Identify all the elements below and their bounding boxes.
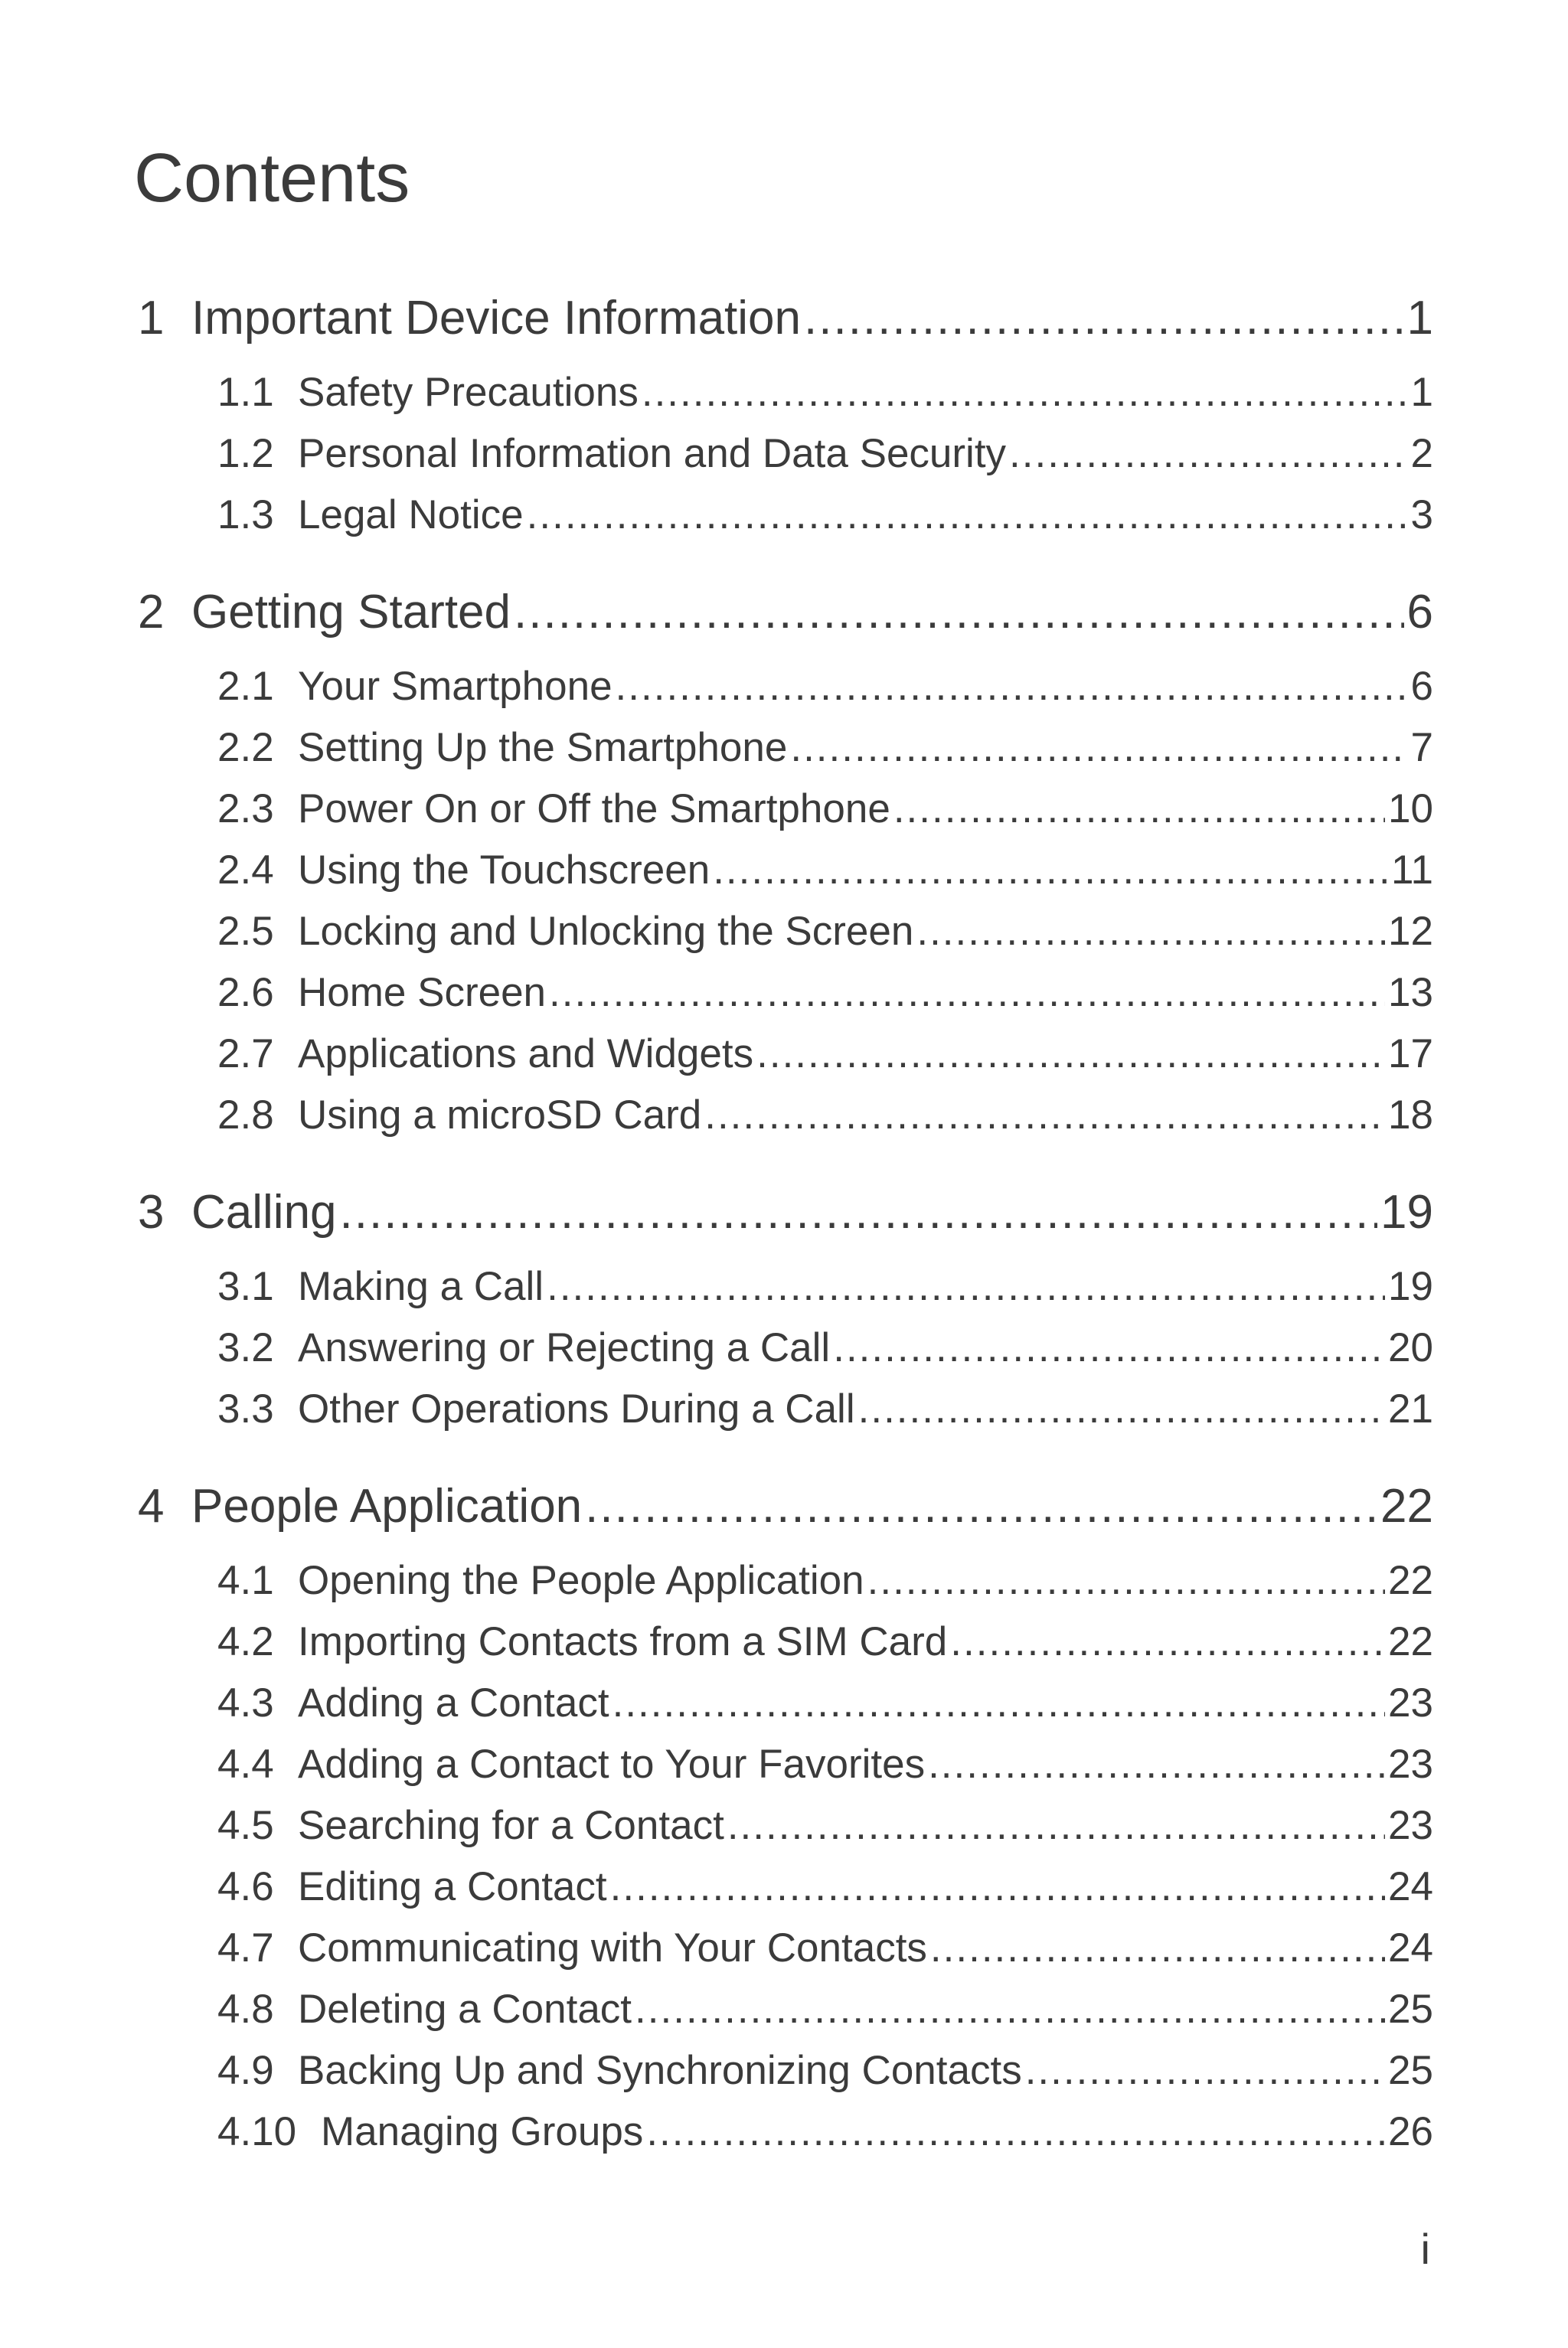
toc-entry-number: 4.3: [217, 1680, 274, 1726]
toc-section-4-6[interactable]: [217, 1863, 1433, 1910]
dot-leader: [790, 724, 1407, 771]
toc-entry-page: 2: [1410, 431, 1433, 476]
toc-entry-number: 2.5: [217, 909, 274, 954]
toc-entry-number: 3: [138, 1186, 165, 1239]
toc-entry-number: 4.5: [217, 1803, 274, 1848]
toc-entry-label: Searching for a Contact: [298, 1803, 724, 1848]
toc-section-4-4[interactable]: [217, 1741, 1433, 1788]
dot-leader: [1009, 430, 1407, 477]
dot-leader: [514, 585, 1403, 639]
toc-entry-page: 19: [1380, 1186, 1433, 1239]
toc-entry-number: 4: [138, 1480, 165, 1533]
toc-entry-page: 25: [1388, 2048, 1433, 2093]
dot-leader: [547, 1263, 1385, 1310]
toc-entry-page: 19: [1388, 1264, 1433, 1309]
toc-entry-label: Power On or Off the Smartphone: [298, 786, 890, 831]
toc-section-2-4[interactable]: [217, 847, 1433, 893]
toc-entry-page: 24: [1388, 1864, 1433, 1909]
toc-entry-label: Using the Touchscreen: [298, 847, 710, 893]
toc-chapter-3[interactable]: [138, 1185, 1433, 1239]
toc-section-4-7[interactable]: [217, 1925, 1433, 1971]
dot-leader: [527, 491, 1408, 538]
toc-section-1-3[interactable]: [217, 491, 1433, 538]
toc-entry-label: Legal Notice: [298, 492, 524, 537]
toc-entry-number: 2.1: [217, 664, 274, 709]
toc-entry-page: 10: [1388, 786, 1433, 831]
toc-section-4-1[interactable]: [217, 1557, 1433, 1604]
dot-leader: [340, 1185, 1377, 1239]
dot-leader: [756, 1030, 1385, 1077]
toc-entry-label: Locking and Unlocking the Screen: [298, 909, 914, 954]
dot-leader: [713, 847, 1388, 893]
toc-entry-label: Your Smartphone: [298, 664, 612, 709]
toc-entry-number: 2.8: [217, 1092, 274, 1138]
toc-entry-number: 4.7: [217, 1925, 274, 1971]
dot-leader: [635, 1986, 1385, 2033]
toc-entry-label: Safety Precautions: [298, 370, 639, 415]
dot-leader: [646, 2108, 1385, 2155]
toc-entry-label: Communicating with Your Contacts: [298, 1925, 927, 1971]
dot-leader: [867, 1557, 1385, 1604]
dot-leader: [930, 1925, 1385, 1971]
toc-entry-page: 24: [1388, 1925, 1433, 1971]
toc-section-3-3[interactable]: [217, 1386, 1433, 1432]
toc-entry-number: 4.8: [217, 1987, 274, 2032]
dot-leader: [704, 1092, 1385, 1138]
toc-entry-label: Answering or Rejecting a Call: [298, 1325, 831, 1370]
dot-leader: [642, 369, 1408, 416]
toc-entry-label: Calling: [191, 1186, 337, 1239]
toc-entry-page: 11: [1390, 847, 1433, 893]
toc-entry-label: Importing Contacts from a SIM Card: [298, 1619, 948, 1664]
toc-entry-label: Backing Up and Synchronizing Contacts: [298, 2048, 1022, 2093]
toc-section-2-8[interactable]: [217, 1092, 1433, 1138]
toc-entry-label: Applications and Widgets: [298, 1031, 754, 1076]
toc-entry-page: 1: [1410, 370, 1433, 415]
toc-entry-number: 4.4: [217, 1742, 274, 1787]
toc-entry-number: 4.6: [217, 1864, 274, 1909]
toc-entry-label: Other Operations During a Call: [298, 1386, 855, 1432]
toc-entry-number: 1: [138, 292, 165, 345]
page-number: i: [1420, 2225, 1430, 2273]
toc-section-1-1[interactable]: [217, 369, 1433, 416]
toc-entry-page: 3: [1410, 492, 1433, 537]
dot-leader: [833, 1324, 1385, 1371]
toc-entry-page: 6: [1406, 586, 1433, 638]
toc-entry-page: 23: [1388, 1803, 1433, 1848]
toc-entry-page: 13: [1388, 970, 1433, 1015]
toc-entry-label: Using a microSD Card: [298, 1092, 702, 1138]
toc-section-1-2[interactable]: [217, 430, 1433, 477]
toc-chapter-1[interactable]: [138, 291, 1433, 345]
toc-chapter-2[interactable]: [138, 585, 1433, 639]
toc-entry-number: 2: [138, 586, 165, 638]
dot-leader: [928, 1741, 1385, 1788]
toc-entry-number: 3.2: [217, 1325, 274, 1370]
toc-entry-label: Getting Started: [191, 586, 511, 638]
toc-entry-number: 2.2: [217, 725, 274, 770]
toc-entry-page: 20: [1388, 1325, 1433, 1370]
toc-entry-number: 4.2: [217, 1619, 274, 1664]
toc-chapter-4[interactable]: [138, 1479, 1433, 1533]
toc-entry-page: 22: [1388, 1619, 1433, 1664]
toc-section-2-3[interactable]: [217, 785, 1433, 832]
dot-leader: [612, 1680, 1385, 1726]
toc-entry-label: Making a Call: [298, 1264, 544, 1309]
toc-entry-page: 23: [1388, 1742, 1433, 1787]
dot-leader: [549, 969, 1385, 1016]
page-title: Contents: [134, 140, 410, 217]
dot-leader: [1025, 2047, 1385, 2094]
toc-entry-page: 22: [1388, 1558, 1433, 1603]
dot-leader: [950, 1618, 1385, 1665]
toc-section-2-5[interactable]: [217, 908, 1433, 955]
toc-entry-label: Home Screen: [298, 970, 547, 1015]
toc-entry-number: 4.10: [217, 2109, 297, 2154]
toc-section-2-1[interactable]: [217, 663, 1433, 710]
toc-entry-page: 7: [1410, 725, 1433, 770]
toc-entry-label: Important Device Information: [191, 292, 802, 345]
toc-entry-label: People Application: [191, 1480, 583, 1533]
toc-entry-label: Editing a Contact: [298, 1864, 607, 1909]
toc-entry-label: Deleting a Contact: [298, 1987, 632, 2032]
toc-section-4-3[interactable]: [217, 1680, 1433, 1726]
toc-section-2-2[interactable]: [217, 724, 1433, 771]
dot-leader: [804, 291, 1404, 345]
toc-entry-page: 22: [1380, 1480, 1433, 1533]
toc-entry-number: 3.3: [217, 1386, 274, 1432]
toc-entry-number: 1.2: [217, 431, 274, 476]
dot-leader: [916, 908, 1385, 955]
toc-entry-page: 12: [1388, 909, 1433, 954]
toc-entry-number: 2.3: [217, 786, 274, 831]
toc-entry-page: 21: [1388, 1386, 1433, 1432]
toc-section-4-10[interactable]: [217, 2108, 1433, 2155]
dot-leader: [858, 1386, 1385, 1432]
toc-entry-number: 4.1: [217, 1558, 274, 1603]
toc-section-2-7[interactable]: [217, 1030, 1433, 1077]
toc-entry-label: Personal Information and Data Security: [298, 431, 1007, 476]
toc-section-4-2[interactable]: [217, 1618, 1433, 1665]
dot-leader: [610, 1863, 1385, 1910]
toc-entry-page: 1: [1406, 292, 1433, 345]
toc-entry-number: 1.1: [217, 370, 274, 415]
toc-section-2-6[interactable]: [217, 969, 1433, 1016]
toc-entry-page: 17: [1388, 1031, 1433, 1076]
dot-leader: [616, 663, 1408, 710]
dot-leader: [727, 1802, 1385, 1849]
toc-entry-page: 23: [1388, 1680, 1433, 1726]
toc-entry-number: 2.6: [217, 970, 274, 1015]
toc-section-4-8[interactable]: [217, 1986, 1433, 2033]
toc-entry-number: 4.9: [217, 2048, 274, 2093]
toc-entry-page: 26: [1388, 2109, 1433, 2154]
toc-entry-label: Setting Up the Smartphone: [298, 725, 788, 770]
toc-entry-label: Managing Groups: [321, 2109, 644, 2154]
toc-entry-number: 2.4: [217, 847, 274, 893]
toc-entry-page: 6: [1410, 664, 1433, 709]
toc-section-3-1[interactable]: [217, 1263, 1433, 1310]
dot-leader: [893, 785, 1385, 832]
toc-entry-number: 2.7: [217, 1031, 274, 1076]
toc-entry-page: 25: [1388, 1987, 1433, 2032]
toc-section-3-2[interactable]: [217, 1324, 1433, 1371]
dot-leader: [585, 1479, 1377, 1533]
toc-entry-page: 18: [1388, 1092, 1433, 1138]
toc-section-4-5[interactable]: [217, 1802, 1433, 1849]
toc-entry-label: Adding a Contact: [298, 1680, 609, 1726]
toc-section-4-9[interactable]: [217, 2047, 1433, 2094]
toc-entry-number: 3.1: [217, 1264, 274, 1309]
toc-entry-label: Opening the People Application: [298, 1558, 864, 1603]
toc-entry-number: 1.3: [217, 492, 274, 537]
toc-entry-label: Adding a Contact to Your Favorites: [298, 1742, 926, 1787]
